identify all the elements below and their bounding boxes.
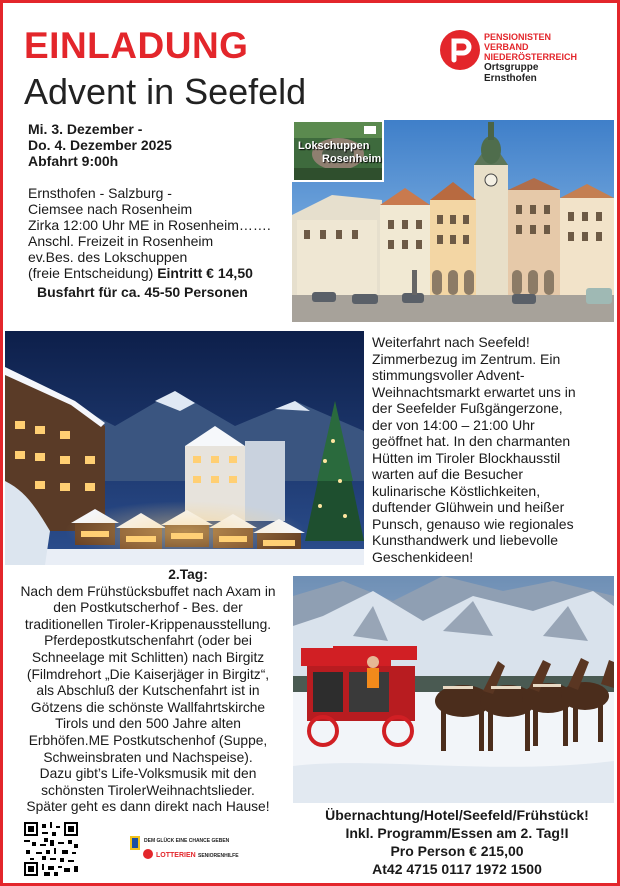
lotterien-logo-icon: [130, 834, 260, 864]
organization-name: PENSIONISTEN VERBAND NIEDERÖSTERREICH Ortsgruppe Ernsthofen: [484, 32, 578, 84]
svg-text:LOTTERIEN: LOTTERIEN: [156, 852, 196, 859]
route-line: Zirka 12:00 Uhr ME in Rosenheim…….: [28, 217, 271, 233]
svg-text:SENIORENHILFE: SENIORENHILFE: [198, 853, 239, 859]
lokschuppen-inset-photo: [292, 120, 384, 182]
seefeld-description: Weiterfahrt nach Seefeld! Zimmerbezug im Zentrum. Ein stimmungsvoller Advent- Weihnachtsmarkt erwartet uns in der Seefelder Fußgängerzone, der von 14:00 – 21:00 Uhr geöffnet hat. In den charmanten Hütten im Tiroler Blockhausstil warten auf die Besucher kulinarische Köstlichkeiten, duftender Glühwein und heißer Punsch, genauso wie regionales Kunsthandwerk und liebevolle Geschenkideen!: [372, 334, 576, 565]
horse-carriage-photo: [293, 576, 614, 803]
date-line: Mi. 3. Dezember -: [28, 121, 143, 137]
date-line: Do. 4. Dezember 2025: [28, 137, 172, 153]
price-info: [300, 806, 614, 878]
bank-account: At42 4715 0117 1972 1500: [372, 861, 542, 877]
accommodation-line: Übernachtung/Hotel/Seefeld/Frühstück!: [325, 807, 589, 823]
route-line: ev.Bes. des Lokschuppen: [28, 249, 188, 265]
entry-fee-line: (freie Entscheidung) Eintritt € 14,50: [28, 265, 253, 281]
day2-program: 2.Tag: Nach dem Frühstücksbuffet nach Axam in den Postkutscherhof - Bes. der traditionellen Tiroler-Krippenausstellung. Pferdepostkutschenfahrt (oder bei Schneelage mit Schlitten) nach Birgitz (Filmdrehort „Die Kaiserjäger in Birgitz“, als Abschluß der Kutschenfahrt ist in Götzens die schönste Wallfahrtskirche Tirols und den 500 Jahre alten Erbhöfen.ME Postkutschenhof (Suppe, Schweinsbraten und Nachspeise). Dazu gibt’s Life-Volksmusik mit den schönsten TirolerWeihnachtslieder. Später geht es dann direkt nach Hause!: [6, 567, 290, 816]
pensionisten-logo-icon: [440, 30, 480, 70]
departure-time: Abfahrt 9:00h: [28, 153, 119, 169]
route-line: Ernsthofen - Salzburg -: [28, 185, 172, 201]
seefeld-christmas-market-photo: [5, 331, 364, 565]
price-per-person: Pro Person € 215,00: [390, 843, 524, 859]
day2-heading: 2.Tag:: [168, 567, 208, 582]
trip-intro: [28, 121, 290, 300]
inset-label: Lokschuppen Rosenheim: [298, 140, 382, 165]
svg-text:DEM GLÜCK EINE CHANCE GEBEN: DEM GLÜCK EINE CHANCE GEBEN: [144, 838, 230, 844]
bus-info: Busfahrt für ca. 45-50 Personen: [37, 284, 248, 300]
qr-code-icon[interactable]: [24, 822, 78, 876]
page-title: EINLADUNG: [24, 25, 249, 66]
program-line: Inkl. Programm/Essen am 2. Tag!I: [345, 825, 569, 841]
route-line: Anschl. Freizeit in Rosenheim: [28, 233, 214, 249]
rosenheim-photo: [292, 120, 614, 322]
route-line: Ciemsee nach Rosenheim: [28, 201, 193, 217]
page-subtitle: Advent in Seefeld: [24, 71, 307, 112]
